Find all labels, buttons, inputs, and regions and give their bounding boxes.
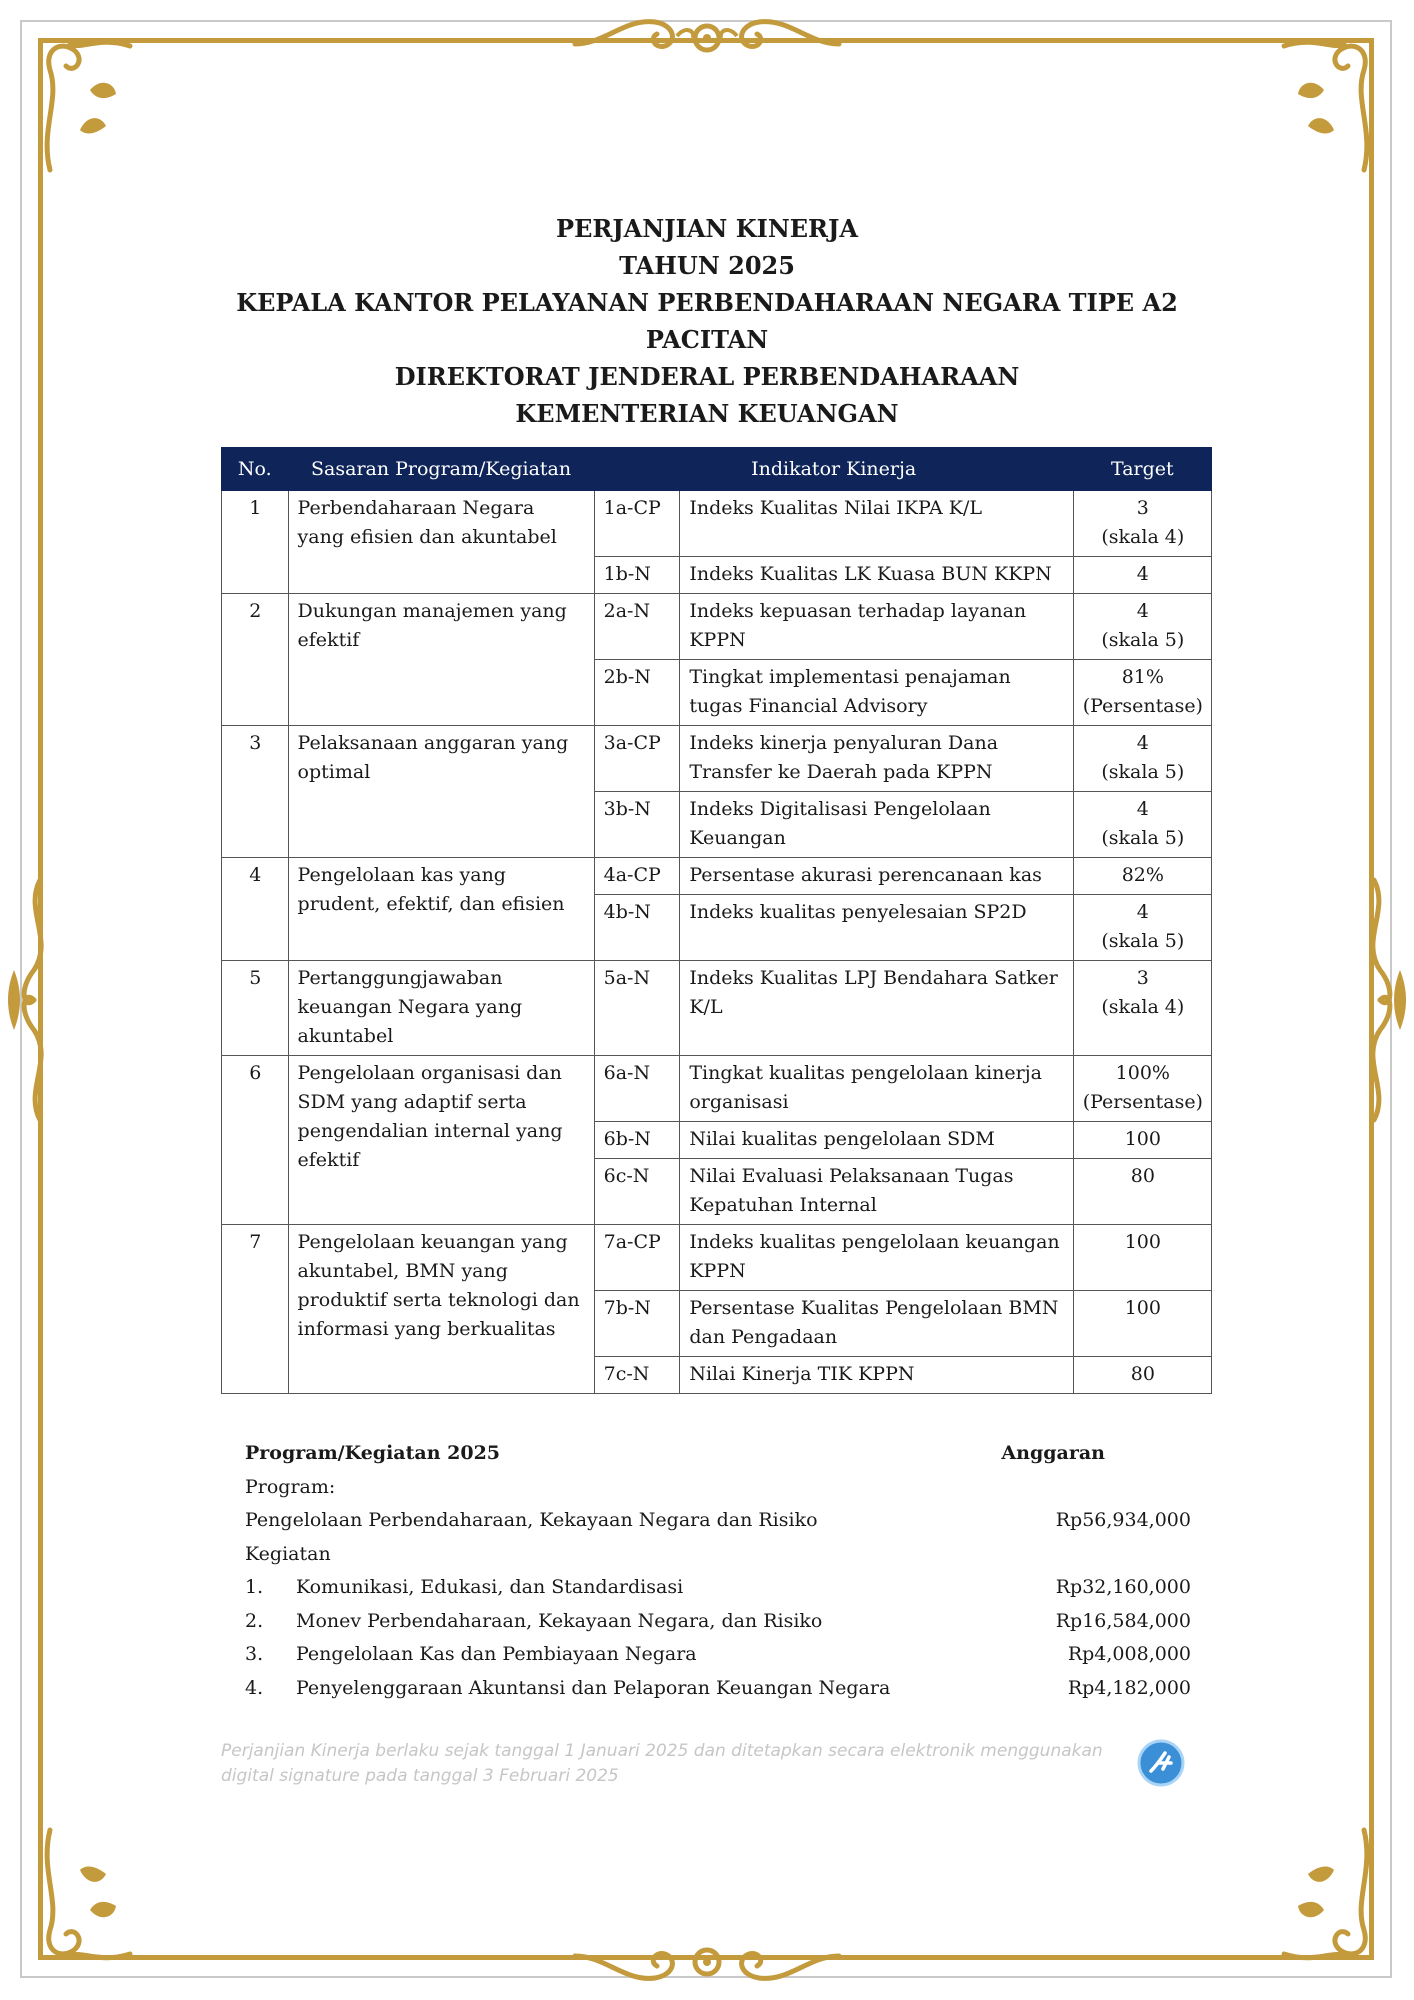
cell-no: 7: [222, 1225, 289, 1394]
program-label-row: [245, 1471, 1191, 1505]
cell-target: [1073, 792, 1211, 858]
activity-number: 1.: [245, 1576, 264, 1598]
cell-target: [1073, 858, 1211, 895]
target-value: 3: [1136, 967, 1149, 989]
cell-no: 1: [222, 491, 289, 594]
cell-indicator: Indeks Digitalisasi Pengelolaan Keuangan: [680, 792, 1073, 858]
title-line: PERJANJIAN KINERJA: [556, 214, 858, 243]
digital-signature-note: [221, 1739, 1121, 1789]
table-row: [222, 594, 1212, 660]
top-left-corner-ornament-icon: [30, 30, 140, 180]
esign-logo-icon: [1137, 1739, 1185, 1787]
target-value: 100%: [1115, 1062, 1170, 1084]
cell-target: [1073, 1159, 1211, 1225]
cell-indicator: Nilai Evaluasi Pelaksanaan Tugas Kepatuhan Internal: [680, 1159, 1073, 1225]
table-row: [222, 1225, 1212, 1291]
right-middle-ornament-icon: [1350, 870, 1410, 1130]
performance-table: [221, 447, 1212, 1394]
header-target: Target: [1073, 448, 1211, 491]
document-title: [0, 210, 1414, 432]
program-name: Pengelolaan Perbendaharaan, Kekayaan Negara dan Risiko: [245, 1509, 818, 1531]
title-line: TAHUN 2025: [619, 251, 795, 280]
activity-amount: Rp16,584,000: [1055, 1609, 1191, 1632]
cell-indicator: Nilai kualitas pengelolaan SDM: [680, 1122, 1073, 1159]
cell-sasaran: Pengelolaan organisasi dan SDM yang adaptif serta pengendalian internal yang efektif: [288, 1056, 594, 1225]
cell-indicator: Tingkat kualitas pengelolaan kinerja organisasi: [680, 1056, 1073, 1122]
target-value: 81%: [1121, 666, 1164, 688]
activity-name: Penyelenggaraan Akuntansi dan Pelaporan Keuangan Negara: [296, 1676, 891, 1699]
cell-indicator-code: 6c-N: [594, 1159, 680, 1225]
activity-name: Komunikasi, Edukasi, dan Standardisasi: [296, 1576, 684, 1598]
target-unit: (Persentase): [1082, 1091, 1203, 1113]
cell-indicator: Indeks kepuasan terhadap layanan KPPN: [680, 594, 1073, 660]
cell-target: [1073, 1122, 1211, 1159]
cell-indicator-code: 6a-N: [594, 1056, 680, 1122]
target-value: 100: [1124, 1297, 1161, 1319]
top-right-corner-ornament-icon: [1274, 30, 1384, 180]
bottom-right-corner-ornament-icon: [1274, 1820, 1384, 1970]
cell-no: 4: [222, 858, 289, 961]
footer-line: digital signature pada tanggal 3 Februari 2025: [221, 1766, 619, 1786]
title-line: PACITAN: [645, 325, 769, 354]
target-value: 4: [1136, 732, 1149, 754]
cell-no: 5: [222, 961, 289, 1056]
top-center-ornament-icon: [565, 8, 849, 64]
target-value: 80: [1130, 1165, 1155, 1187]
cell-indicator-code: 7b-N: [594, 1291, 680, 1357]
activity-amount: Rp4,008,000: [1067, 1643, 1191, 1665]
cell-indicator-code: 3a-CP: [594, 726, 680, 792]
budget-header-program: Program/Kegiatan 2025: [245, 1442, 501, 1464]
target-unit: (skala 4): [1101, 526, 1185, 548]
activity-row: [245, 1605, 1191, 1639]
program-row: [245, 1504, 1191, 1538]
table-row: [222, 491, 1212, 557]
cell-indicator: Indeks Kualitas LPJ Bendahara Satker K/L: [680, 961, 1073, 1056]
footer-line: Perjanjian Kinerja berlaku sejak tanggal 1 Januari 2025 dan ditetapkan secara elektronik menggunakan: [221, 1741, 1103, 1761]
table-row: [222, 726, 1212, 792]
table-row: [222, 1056, 1212, 1122]
target-value: 3: [1136, 497, 1149, 519]
cell-indicator: Tingkat implementasi penajaman tugas Financial Advisory: [680, 660, 1073, 726]
target-unit: (skala 5): [1101, 761, 1185, 783]
title-line: DIREKTORAT JENDERAL PERBENDAHARAAN: [394, 362, 1020, 391]
title-line: KEPALA KANTOR PELAYANAN PERBENDAHARAAN NEGARA TIPE A2: [236, 288, 1178, 317]
cell-indicator-code: 2b-N: [594, 660, 680, 726]
cell-target: [1073, 1056, 1211, 1122]
cell-target: [1073, 491, 1211, 557]
target-value: 4: [1136, 901, 1149, 923]
cell-target: [1073, 660, 1211, 726]
table-header-row: [222, 448, 1212, 491]
cell-indicator: Indeks kinerja penyaluran Dana Transfer ke Daerah pada KPPN: [680, 726, 1073, 792]
activity-amount: Rp4,182,000: [1067, 1676, 1191, 1699]
table-row: [222, 858, 1212, 895]
target-value: 80: [1130, 1363, 1155, 1385]
cell-sasaran: Pengelolaan kas yang prudent, efektif, dan efisien: [288, 858, 594, 961]
bottom-left-corner-ornament-icon: [30, 1820, 140, 1970]
activity-row: [245, 1638, 1191, 1672]
activity-name: Monev Perbendaharaan, Kekayaan Negara, dan Risiko: [296, 1609, 823, 1632]
target-value: 100: [1124, 1128, 1161, 1150]
cell-target: [1073, 557, 1211, 594]
target-unit: (skala 4): [1101, 996, 1185, 1018]
cell-indicator-code: 7c-N: [594, 1357, 680, 1394]
cell-target: [1073, 1291, 1211, 1357]
cell-indicator: Indeks Kualitas LK Kuasa BUN KKPN: [680, 557, 1073, 594]
target-unit: (skala 5): [1101, 827, 1185, 849]
cell-indicator: Indeks kualitas penyelesaian SP2D: [680, 895, 1073, 961]
cell-sasaran: Pertanggungjawaban keuangan Negara yang akuntabel: [288, 961, 594, 1056]
cell-indicator: Nilai Kinerja TIK KPPN: [680, 1357, 1073, 1394]
cell-target: [1073, 961, 1211, 1056]
cell-no: 2: [222, 594, 289, 726]
cell-target: [1073, 594, 1211, 660]
budget-header-anggaran: Anggaran: [1001, 1442, 1105, 1464]
cell-indicator-code: 4a-CP: [594, 858, 680, 895]
cell-sasaran: Perbendaharaan Negara yang efisien dan akuntabel: [288, 491, 594, 594]
activity-number: 4.: [245, 1676, 264, 1699]
title-line: KEMENTERIAN KEUANGAN: [515, 399, 899, 428]
cell-indicator-code: 2a-N: [594, 594, 680, 660]
cell-indicator: Persentase akurasi perencanaan kas: [680, 858, 1073, 895]
activity-row: [245, 1571, 1191, 1605]
activity-row: [245, 1672, 1191, 1706]
cell-indicator-code: 3b-N: [594, 792, 680, 858]
kegiatan-label: Kegiatan: [245, 1542, 331, 1565]
cell-sasaran: Pengelolaan keuangan yang akuntabel, BMN yang produktif serta teknologi dan informasi yang berkualitas: [288, 1225, 594, 1394]
target-unit: (skala 5): [1101, 930, 1185, 952]
activity-number: 3.: [245, 1643, 264, 1665]
cell-indicator-code: 1a-CP: [594, 491, 680, 557]
target-unit: (skala 5): [1101, 629, 1185, 651]
cell-sasaran: Pelaksanaan anggaran yang optimal: [288, 726, 594, 858]
header-sasaran: Sasaran Program/Kegiatan: [288, 448, 594, 491]
target-value: 100: [1124, 1231, 1161, 1253]
budget-section: [245, 1437, 1191, 1705]
table-row: [222, 961, 1212, 1056]
cell-indicator: Indeks Kualitas Nilai IKPA K/L: [680, 491, 1073, 557]
program-label: Program:: [245, 1475, 336, 1498]
cell-indicator-code: 5a-N: [594, 961, 680, 1056]
target-unit: (Persentase): [1082, 695, 1203, 717]
cell-target: [1073, 895, 1211, 961]
cell-target: [1073, 726, 1211, 792]
cell-indicator-code: 4b-N: [594, 895, 680, 961]
cell-no: 3: [222, 726, 289, 858]
target-value: 4: [1136, 798, 1149, 820]
budget-header-row: [245, 1437, 1191, 1471]
kegiatan-label-row: [245, 1538, 1191, 1572]
activity-amount: Rp32,160,000: [1055, 1576, 1191, 1598]
cell-sasaran: Dukungan manajemen yang efektif: [288, 594, 594, 726]
activity-name: Pengelolaan Kas dan Pembiayaan Negara: [296, 1643, 697, 1665]
cell-indicator-code: 7a-CP: [594, 1225, 680, 1291]
cell-target: [1073, 1225, 1211, 1291]
target-value: 4: [1136, 600, 1149, 622]
target-value: 82%: [1121, 864, 1164, 886]
header-indikator: Indikator Kinerja: [594, 448, 1073, 491]
header-no: No.: [222, 448, 289, 491]
cell-target: [1073, 1357, 1211, 1394]
left-middle-ornament-icon: [4, 870, 64, 1130]
target-value: 4: [1136, 563, 1149, 585]
table-body: [222, 491, 1212, 1394]
activity-number: 2.: [245, 1609, 264, 1632]
bottom-center-ornament-icon: [565, 1936, 849, 1992]
cell-indicator: Persentase Kualitas Pengelolaan BMN dan Pengadaan: [680, 1291, 1073, 1357]
program-amount: Rp56,934,000: [1055, 1509, 1191, 1531]
cell-indicator-code: 6b-N: [594, 1122, 680, 1159]
cell-indicator-code: 1b-N: [594, 557, 680, 594]
cell-no: 6: [222, 1056, 289, 1225]
cell-indicator: Indeks kualitas pengelolaan keuangan KPPN: [680, 1225, 1073, 1291]
